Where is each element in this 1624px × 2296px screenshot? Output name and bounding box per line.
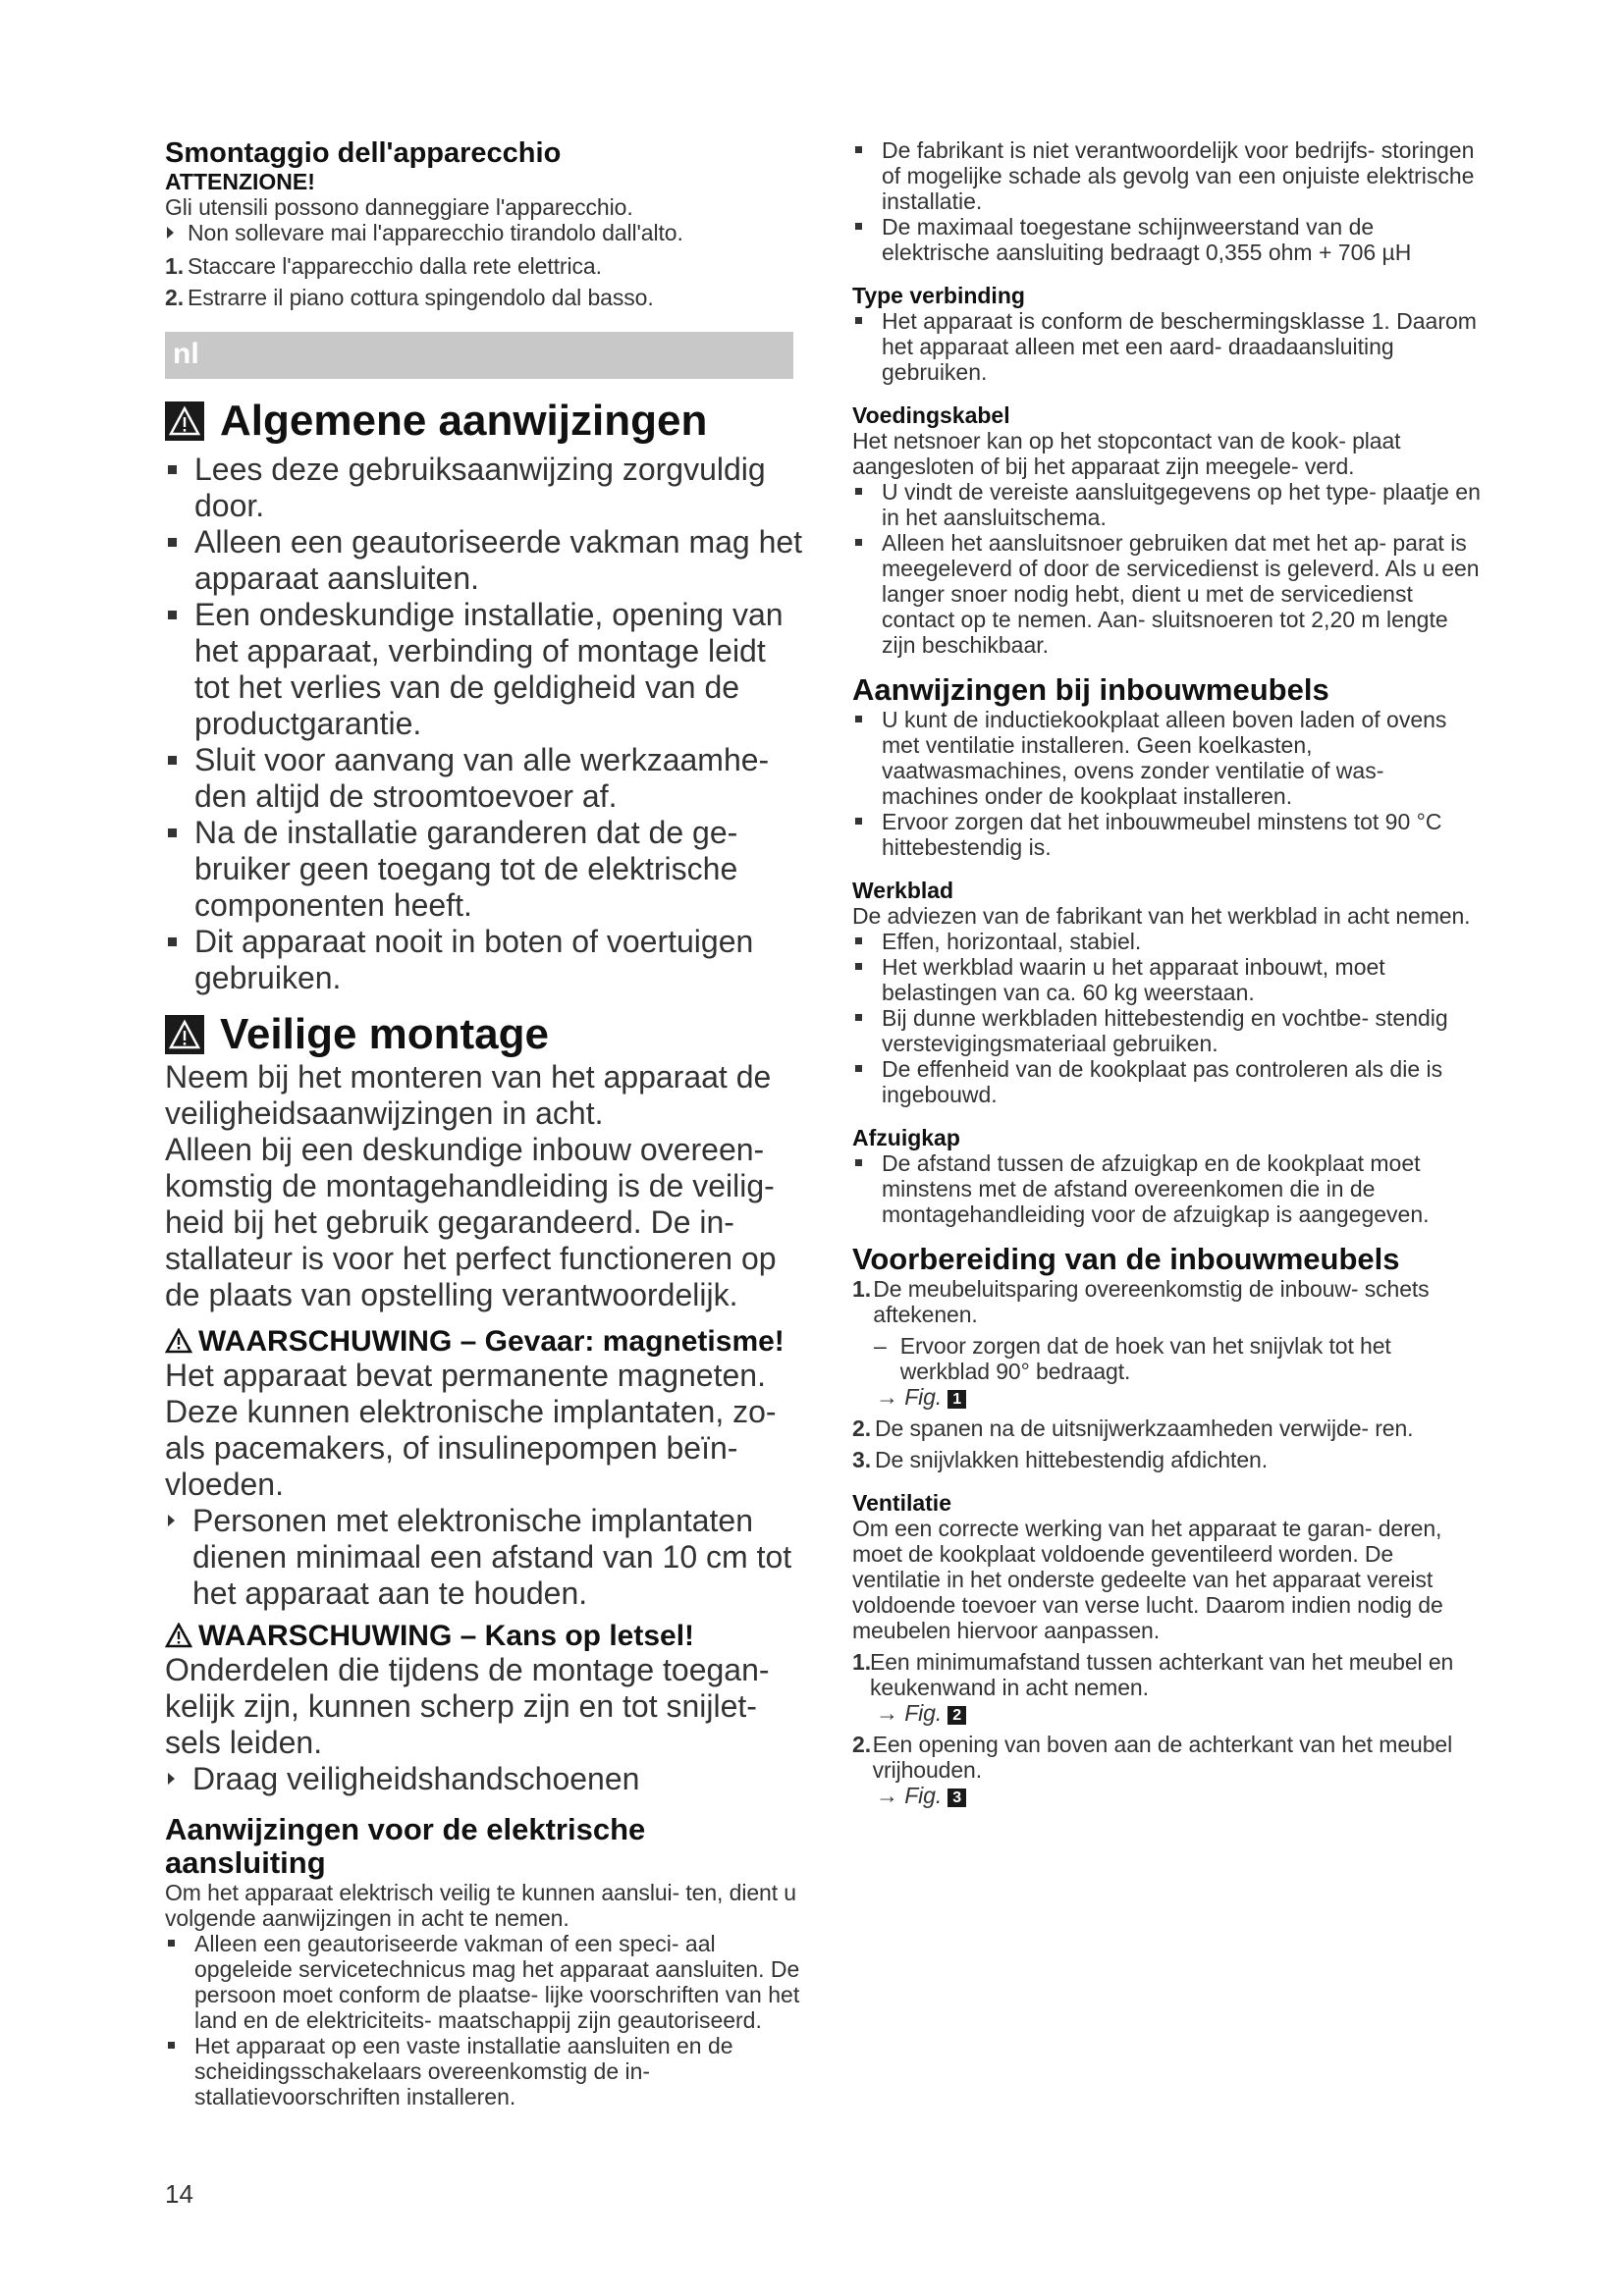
veilige-paragraph-2: Alleen bij een deskundige inbouw overeen- komstig de montagehandleiding is de veilig- heid bij het gebruik gegarandeerd. De in- stallateur is voor het perfect functioneren op de plaats van opstelling verantwoordelijk.	[165, 1132, 777, 1312]
afzuigkap-title: Afzuigkap	[852, 1125, 960, 1150]
warning-triangle-icon	[165, 1623, 192, 1648]
list-item: Na de installatie garanderen dat de ge- bruiker geen toegang tot de elektrische componenten heeft.	[165, 815, 805, 924]
step-1: 1. Staccare l'apparecchio dalla rete elettrica.	[165, 253, 602, 279]
list-item: Sluit voor aanvang van alle werkzaamhe- den altijd de stroomtoevoer af.	[165, 742, 805, 815]
arrow-item: Personen met elektronische implantaten dienen minimaal een afstand van 10 cm tot het apparaat aan te houden.	[165, 1503, 805, 1612]
ventilatie-text: Om een correcte werking van het apparaat te garan- deren, moet de kookplaat voldoende geventileerd worden. De ventilatie in het onderste gedeelte van het apparaat vereist voldoende toevoer van verse lucht. Daarom indien nodig de meubelen hiervoor aanpassen.	[852, 1516, 1443, 1643]
type-verbinding-list	[852, 308, 1481, 385]
warning-injury-title: WAARSCHUWING – Kans op letsel!	[165, 1620, 805, 1652]
list-item: Alleen een geautoriseerde vakman mag het apparaat aansluiten.	[165, 524, 805, 597]
list-item: De effenheid van de kookplaat pas controleren als die is ingebouwd.	[852, 1056, 1481, 1107]
step-3: 3. De snijvlakken hittebestendig afdichten.	[852, 1447, 1269, 1472]
language-bar	[165, 332, 793, 379]
veilige-paragraph-1: Neem bij het monteren van het apparaat de veiligheidsaanwijzingen in acht.	[165, 1059, 772, 1131]
triangle-bullet-icon	[168, 1773, 175, 1785]
ventilatie-title: Ventilatie	[852, 1490, 951, 1516]
attention-label: ATTENZIONE!	[165, 169, 315, 194]
dash-bullet-icon: –	[874, 1333, 887, 1359]
warning-icon	[165, 401, 204, 441]
inbouwmeubels-title: Aanwijzingen bij inbouwmeubels	[852, 672, 1329, 707]
werkblad-text: De adviezen van de fabrikant van het werkblad in acht nemen.	[852, 903, 1471, 929]
voorbereiding-title: Voorbereiding van de inbouwmeubels	[852, 1242, 1400, 1276]
step-2: 2. Een opening van boven aan de achterkant van het meubel vrijhouden.	[852, 1732, 1453, 1783]
triangle-bullet-icon	[168, 1515, 175, 1526]
figure-ref-3: → Fig. 3	[852, 1783, 1481, 1808]
list-item: Lees deze gebruiksaanwijzing zorgvuldig door.	[165, 452, 805, 524]
figure-ref-2: → Fig. 2	[852, 1700, 1481, 1726]
step-1: 1. De meubeluitsparing overeenkomstig de inbouw- schets aftekenen.	[852, 1276, 1430, 1327]
warning-icon	[165, 1015, 204, 1054]
list-item: Alleen een geautoriseerde vakman of een speci- aal opgeleide servicetechnicus mag het apparaat aansluiten. De persoon moet conform de plaatse- lijke voorschriften van het land en de elektriciteits- maatschappij zijn geautoriseerd.	[165, 1931, 805, 2033]
figure-ref-1: → Fig. 1	[852, 1384, 1481, 1410]
left-column	[165, 137, 805, 2109]
werkblad-list	[852, 929, 1481, 1107]
afzuigkap-list	[852, 1150, 1481, 1227]
algemene-title: Algemene aanwijzingen	[165, 397, 805, 446]
list-item: Het apparaat op een vaste installatie aansluiten en de scheidingsschakelaars overeenkomstig de in- stallatievoorschriften installeren.	[165, 2033, 805, 2109]
step-2: 2. De spanen na de uitsnijwerkzaamheden verwijde- ren.	[852, 1415, 1414, 1441]
werkblad-title: Werkblad	[852, 878, 954, 903]
list-item: Effen, horizontaal, stabiel.	[852, 929, 1481, 954]
list-item: De fabrikant is niet verantwoordelijk voor bedrijfs- storingen of mogelijke schade als gevolg van een onjuiste elektrische installatie.	[852, 137, 1481, 214]
voedingskabel-title: Voedingskabel	[852, 402, 1010, 428]
language-label: nl	[173, 338, 199, 370]
warning-triangle-icon	[165, 1328, 192, 1354]
triangle-bullet-icon	[167, 227, 174, 239]
dash-item: – Ervoor zorgen dat de hoek van het snijvlak tot het werkblad 90° bedraagt.	[874, 1333, 1391, 1384]
figure-number-badge: 1	[947, 1390, 966, 1409]
right-column	[852, 137, 1481, 1808]
list-item: U kunt de inductiekookplaat alleen boven laden of ovens met ventilatie installeren. Geen koelkasten, vaatwasmachines, ovens zonder ventilatie of was- machines onder de kookplaat installeren.	[852, 707, 1481, 809]
elektrisch-title: Aanwijzingen voor de elektrische aansluiting	[165, 1812, 646, 1880]
list-item: Alleen het aansluitsnoer gebruiken dat met het ap- parat is meegeleverd of door de servicedienst is geleverd. Als u een langer snoer nodig hebt, dient u met de servicedienst contact op te nemen. Aan- sluitsnoeren tot 2,20 m lengte zijn beschikbaar.	[852, 530, 1481, 658]
list-item: Het apparaat is conform de beschermingsklasse 1. Daarom het apparaat alleen met een aard- draadaansluiting gebruiken.	[852, 308, 1481, 385]
warning-magnetism-text: Het apparaat bevat permanente magneten. Deze kunnen elektronische implantaten, zo- als pacemakers, of insulinepompen beïn- vloeden.	[165, 1358, 777, 1502]
list-item: De afstand tussen de afzuigkap en de kookplaat moet minstens met de afstand overeenkomen die in de montagehandleiding voor de afzuigkap is aangegeven.	[852, 1150, 1481, 1227]
veilige-title: Veilige montage	[165, 1010, 805, 1059]
voedingskabel-text: Het netsnoer kan op het stopcontact van de kook- plaat aangesloten of bij het apparaat zijn meegele- verd.	[852, 428, 1401, 479]
list-item: Het werkblad waarin u het apparaat inbouwt, moet belastingen van ca. 60 kg weerstaan.	[852, 954, 1481, 1005]
figure-number-badge: 3	[947, 1789, 966, 1807]
elektrisch-list	[165, 1931, 805, 2109]
list-item: Ervoor zorgen dat het inbouwmeubel minstens tot 90 °C hittebestendig is.	[852, 809, 1481, 860]
list-item: U vindt de vereiste aansluitgegevens op het type- plaatje en in het aansluitschema.	[852, 479, 1481, 530]
algemene-list	[165, 452, 805, 996]
attention-text: Gli utensili possono danneggiare l'apparecchio.	[165, 194, 633, 220]
top-list	[852, 137, 1481, 265]
type-verbinding-title: Type verbinding	[852, 283, 1025, 308]
arrow-item: Non sollevare mai l'apparecchio tirandolo dall'alto.	[165, 220, 805, 245]
step-2: 2. Estrarre il piano cottura spingendolo dal basso.	[165, 285, 654, 310]
list-item: Bij dunne werkbladen hittebestendig en vochtbe- stendig verstevigingsmateriaal gebruiken.	[852, 1005, 1481, 1056]
list-item: Een ondeskundige installatie, opening van het apparaat, verbinding of montage leidt tot het verlies van de geldigheid van de productgarantie.	[165, 597, 805, 742]
list-item: De maximaal toegestane schijnweerstand van de elektrische aansluiting bedraagt 0,355 ohm + 706 µH	[852, 214, 1481, 265]
step-1: 1. Een minimumafstand tussen achterkant van het meubel en keukenwand in acht nemen.	[852, 1649, 1454, 1700]
elektrisch-intro: Om het apparaat elektrisch veilig te kunnen aanslui- ten, dient u volgende aanwijzingen in acht te nemen.	[165, 1880, 796, 1931]
list-item: Dit apparaat nooit in boten of voertuigen gebruiken.	[165, 924, 805, 996]
arrow-item: Draag veiligheidshandschoenen	[165, 1761, 805, 1797]
figure-number-badge: 2	[947, 1706, 966, 1725]
warning-magnetism-title: WAARSCHUWING – Gevaar: magnetisme!	[165, 1325, 805, 1358]
voedingskabel-list	[852, 479, 1481, 658]
smontaggio-title: Smontaggio dell'apparecchio	[165, 137, 562, 169]
inbouwmeubels-list	[852, 707, 1481, 860]
page-number: 14	[165, 2179, 193, 2209]
warning-injury-text: Onderdelen die tijdens de montage toegan- kelijk zijn, kunnen scherp zijn en tot snijlet- sels leiden.	[165, 1652, 770, 1760]
